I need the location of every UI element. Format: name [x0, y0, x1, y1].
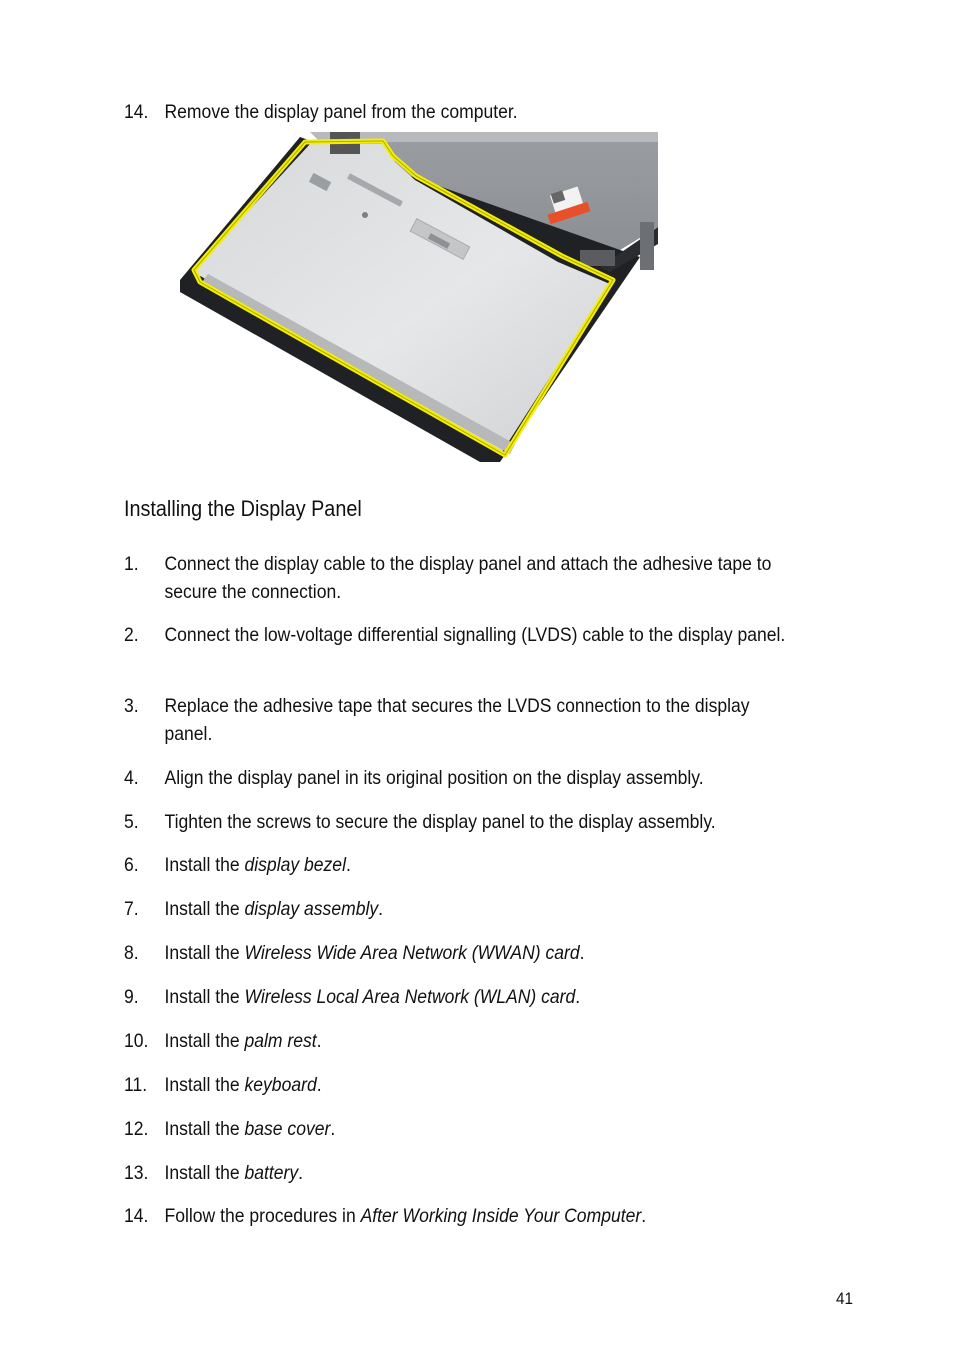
step-number: 7. — [124, 898, 139, 920]
section-title: Installing the Display Panel — [124, 496, 362, 521]
step-text — [165, 939, 791, 967]
step-text — [165, 1115, 791, 1143]
battery-link[interactable]: battery — [244, 1162, 299, 1184]
step-number: 13. — [124, 1162, 149, 1184]
step-3 — [124, 692, 790, 748]
step-text — [165, 1159, 791, 1187]
step-prefix: Install the — [164, 942, 245, 964]
step-text — [165, 983, 791, 1011]
step-text: Replace the adhesive tape that secures the LVDS connection to the display panel. — [164, 695, 750, 745]
step-text — [165, 851, 791, 879]
step-4 — [124, 764, 790, 792]
step-13 — [124, 1159, 790, 1187]
step-suffix: . — [316, 1074, 322, 1096]
step-suffix: . — [579, 942, 585, 964]
step-suffix: . — [316, 1030, 322, 1052]
step-7 — [124, 895, 790, 923]
step-14-remove — [124, 98, 790, 126]
step-number: 8. — [124, 942, 139, 964]
step-11 — [124, 1071, 790, 1099]
step-text — [165, 1027, 791, 1055]
step-number: 10. — [124, 1030, 149, 1052]
step-text — [165, 895, 791, 923]
step-number: 14. — [124, 1205, 149, 1227]
step-1 — [124, 550, 790, 606]
step-number: 6. — [124, 854, 139, 876]
step-5 — [124, 808, 790, 836]
step-prefix: Install the — [164, 1162, 245, 1184]
step-number: 9. — [124, 986, 139, 1008]
step-12 — [124, 1115, 790, 1143]
step-suffix: . — [345, 854, 351, 876]
keyboard-link[interactable]: keyboard — [244, 1074, 317, 1096]
step-text: Align the display panel in its original position on the display assembly. — [164, 767, 704, 789]
step-suffix: . — [641, 1205, 647, 1227]
step-14 — [124, 1202, 790, 1230]
step-prefix: Install the — [164, 854, 245, 876]
step-number: 11. — [124, 1074, 148, 1096]
step-prefix: Install the — [164, 1074, 245, 1096]
display-panel-photo — [180, 132, 658, 462]
step-number: 5. — [124, 811, 139, 833]
step-prefix: Install the — [164, 1030, 245, 1052]
step-prefix: Install the — [164, 898, 245, 920]
step-prefix: Install the — [164, 986, 245, 1008]
step-text: Tighten the screws to secure the display panel to the display assembly. — [164, 811, 716, 833]
step-suffix: . — [330, 1118, 336, 1140]
palm-rest-link[interactable]: palm rest — [244, 1030, 317, 1052]
step-prefix: Install the — [164, 1118, 245, 1140]
step-suffix: . — [298, 1162, 304, 1184]
step-prefix: Follow the procedures in — [164, 1205, 361, 1227]
base-cover-link[interactable]: base cover — [244, 1118, 331, 1140]
wwan-card-link[interactable]: Wireless Wide Area Network (WWAN) card — [244, 942, 580, 964]
step-2 — [124, 621, 790, 649]
wlan-card-link[interactable]: Wireless Local Area Network (WLAN) card — [244, 986, 576, 1008]
step-number: 1. — [124, 553, 139, 575]
page-number: 41 — [836, 1289, 854, 1308]
step-number: 2. — [124, 624, 139, 646]
step-6 — [124, 851, 790, 879]
step-text: Connect the low-voltage differential signalling (LVDS) cable to the display panel. — [164, 624, 786, 646]
step-suffix: . — [378, 898, 384, 920]
step-10 — [124, 1027, 790, 1055]
step-9 — [124, 983, 790, 1011]
after-working-inside-link[interactable]: After Working Inside Your Computer — [360, 1205, 642, 1227]
step-number: 4. — [124, 767, 139, 789]
step-text — [165, 1071, 791, 1099]
step-text: Remove the display panel from the computer. — [164, 101, 518, 123]
step-number: 14. — [124, 101, 149, 123]
step-8 — [124, 939, 790, 967]
step-suffix: . — [575, 986, 581, 1008]
display-assembly-link[interactable]: display assembly — [244, 898, 379, 920]
display-bezel-link[interactable]: display bezel — [244, 854, 346, 876]
step-number: 3. — [124, 695, 139, 717]
step-number: 12. — [124, 1118, 149, 1140]
step-text — [165, 1202, 791, 1230]
step-text: Connect the display cable to the display panel and attach the adhesive tape to secure the connection. — [164, 553, 772, 603]
